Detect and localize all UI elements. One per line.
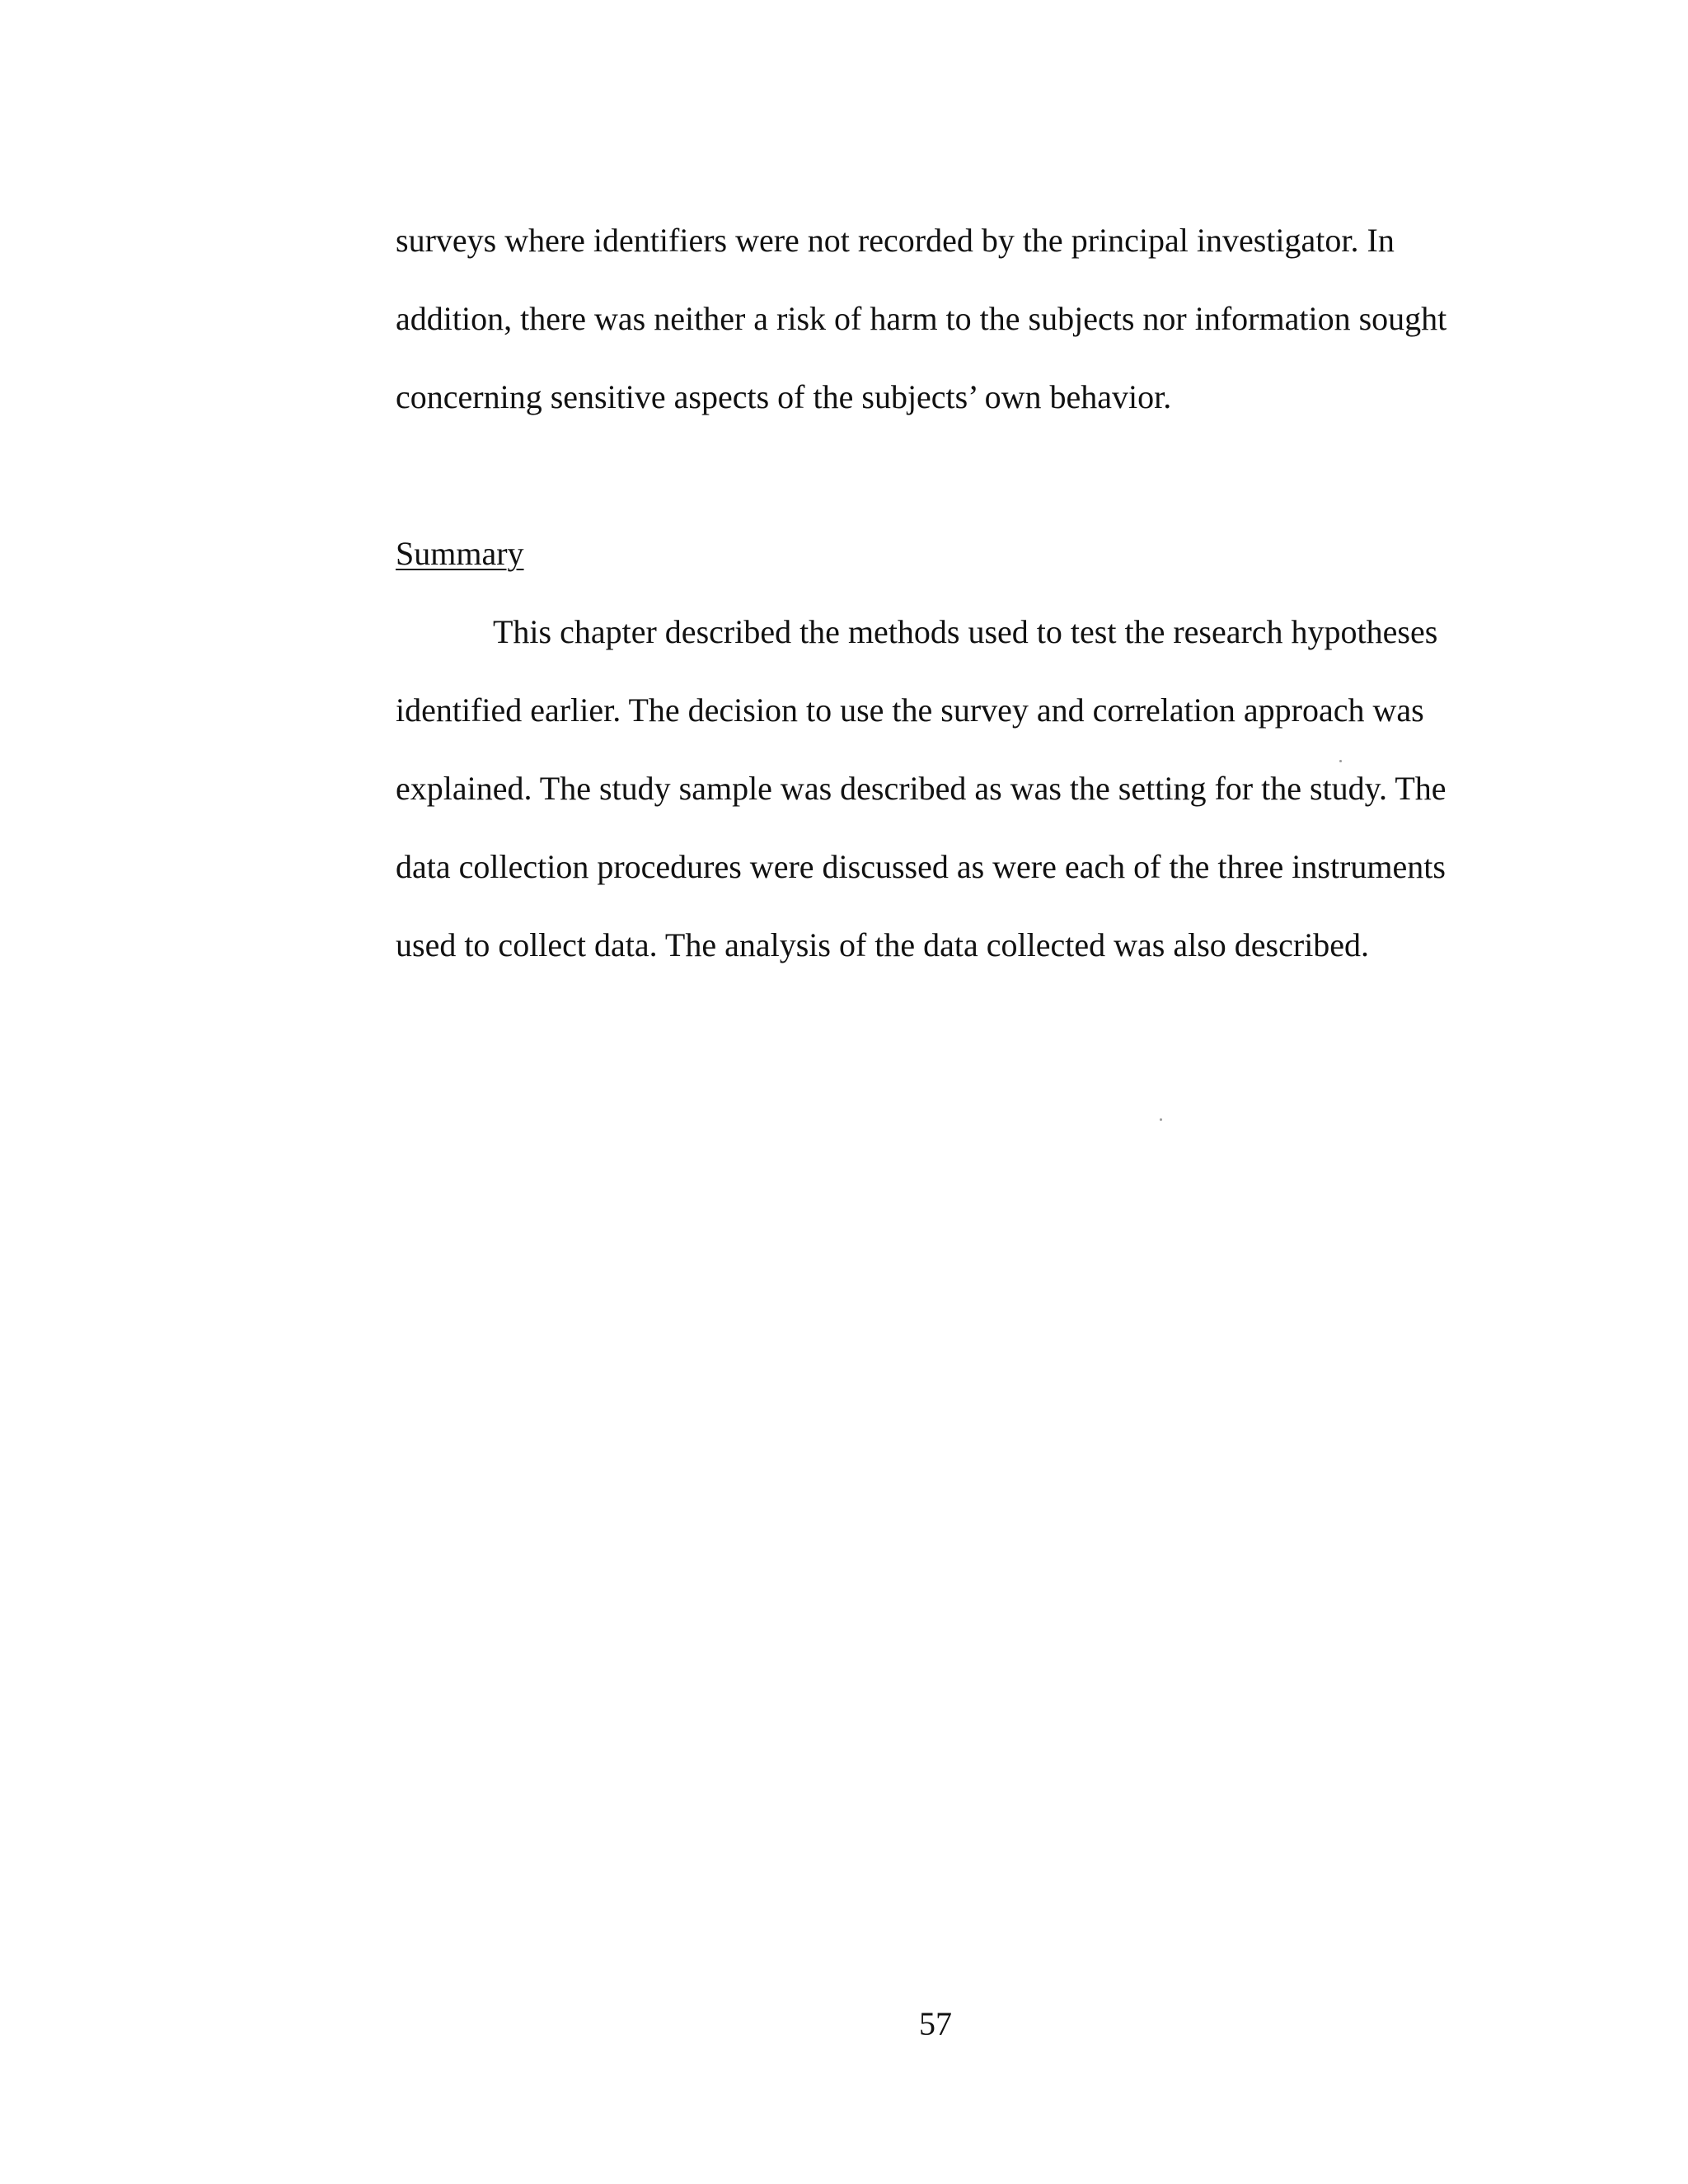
paragraph-2-line-5: used to collect data. The analysis of the data collected was also described. <box>396 926 1370 963</box>
paragraph-2-line-1: This chapter described the methods used to test the research hypotheses <box>493 613 1438 650</box>
scan-speck <box>1339 760 1342 762</box>
paragraph-2-line-2: identified earlier. The decision to use the survey and correlation approach was <box>396 691 1424 729</box>
scan-speck <box>1160 1118 1162 1121</box>
paragraph-2-line-3: explained. The study sample was described as was the setting for the study. The <box>396 770 1447 807</box>
paragraph-1-line-2: addition, there was neither a risk of harm to the subjects nor information sought <box>396 300 1447 337</box>
page-number: 57 <box>919 2005 952 2042</box>
section-heading-summary: Summary <box>396 535 524 572</box>
paragraph-1-line-3: concerning sensitive aspects of the subjects’ own behavior. <box>396 378 1172 415</box>
paragraph-1-line-1: surveys where identifiers were not recorded by the principal investigator. In <box>396 222 1395 259</box>
paragraph-2-line-4: data collection procedures were discussed as were each of the three instruments <box>396 848 1446 885</box>
